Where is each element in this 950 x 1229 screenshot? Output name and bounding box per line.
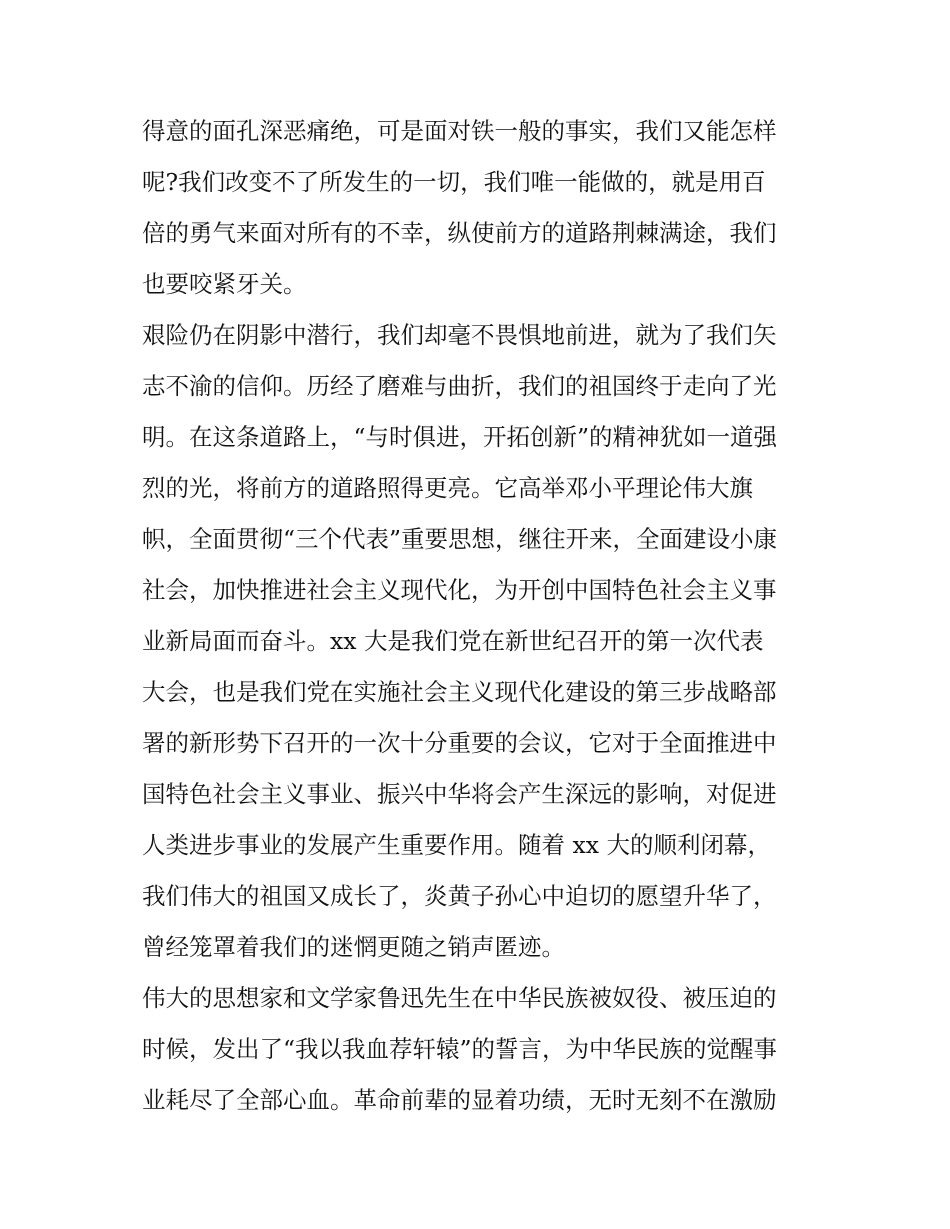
text-line: 署的新形势下召开的一次十分重要的会议，它对于全面推进中 [142, 729, 777, 757]
text-line: 业耗尽了全部心血。革命前辈的显着功绩，无时无刻不在激励 [142, 1086, 777, 1114]
text-line: 曾经笼罩着我们的迷惘更随之销声匿迹。 [142, 933, 565, 961]
text-line: 大会，也是我们党在实施社会主义现代化建设的第三步战略部 [142, 678, 777, 706]
text-line: 社会，加快推进社会主义现代化，为开创中国特色社会主义事 [142, 576, 777, 604]
text-line: 时候，发出了“我以我血荐轩辕”的誓言，为中华民族的觉醒事 [142, 1035, 778, 1063]
body-text [142, 106, 814, 1126]
text-line: 明。在这条道路上，“与时俱进，开拓创新”的精神犹如一道强 [142, 423, 778, 451]
text-line: 帜，全面贯彻“三个代表”重要思想，继往开来，全面建设小康 [142, 525, 778, 553]
text-line: 也要咬紧牙关。 [142, 270, 307, 298]
text-line: 志不渝的信仰。历经了磨难与曲折，我们的祖国终于走向了光 [142, 372, 777, 400]
text-line: 国特色社会主义事业、振兴中华将会产生深远的影响，对促进 [142, 780, 777, 808]
text-line: 我们伟大的祖国又成长了，炎黄子孙心中迫切的愿望升华了， [142, 882, 777, 910]
text-line: 人类进步事业的发展产生重要作用。随着 xx 大的顺利闭幕， [142, 831, 771, 859]
text-line: 得意的面孔深恶痛绝，可是面对铁一般的事实，我们又能怎样 [142, 117, 777, 145]
text-line: 业新局面而奋斗。xx 大是我们党在新世纪召开的第一次代表 [142, 627, 764, 655]
text-line: 烈的光，将前方的道路照得更亮。它高举邓小平理论伟大旗 [142, 474, 753, 502]
text-line: 伟大的思想家和文学家鲁迅先生在中华民族被奴役、被压迫的 [142, 984, 777, 1012]
text-line: 艰险仍在阴影中潜行，我们却毫不畏惧地前进，就为了我们矢 [142, 321, 777, 349]
text-line: 呢?我们改变不了所发生的一切，我们唯一能做的，就是用百 [142, 168, 766, 196]
text-line: 倍的勇气来面对所有的不幸，纵使前方的道路荆棘满途，我们 [142, 219, 777, 247]
